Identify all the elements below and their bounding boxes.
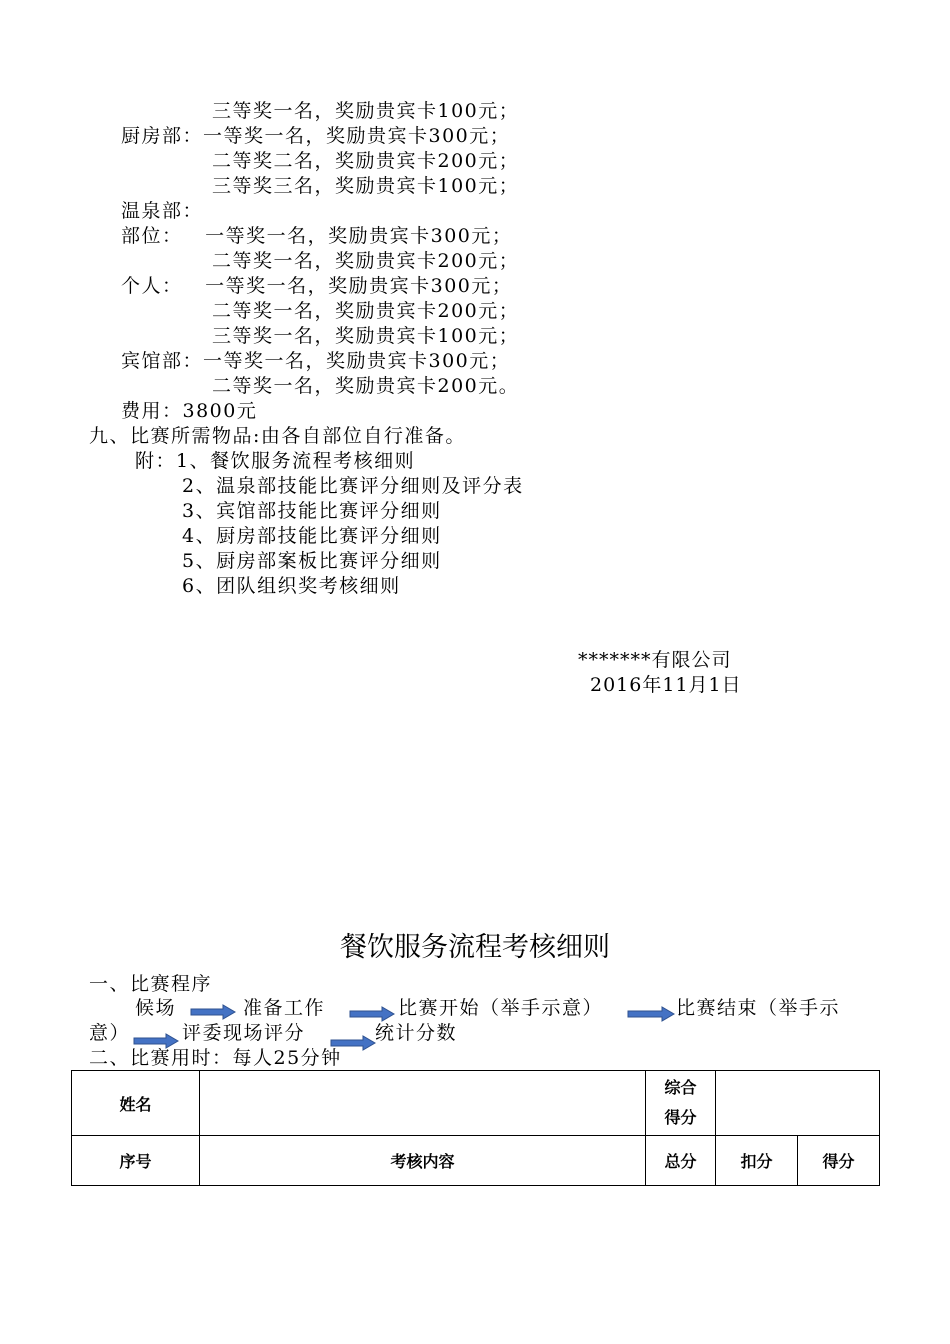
- procedure-step: 评委现场评分: [182, 1022, 306, 1044]
- procedure-step: 候场: [135, 997, 177, 1019]
- procedure-step: 比赛结束（举手示: [676, 997, 841, 1019]
- award-line: 二等奖一名，奖励贵宾卡200元；: [212, 300, 520, 322]
- flow-arrow-icon: [330, 1035, 376, 1051]
- column-header-score: 得分: [798, 1136, 880, 1186]
- name-label: 姓名: [72, 1071, 200, 1136]
- page-title: 餐饮服务流程考核细则: [340, 932, 610, 963]
- award-line: 温泉部：: [121, 200, 204, 222]
- cost-line: 费用：3800元: [121, 400, 258, 422]
- company-name: *******有限公司: [578, 649, 732, 671]
- procedure-step: 统计分数: [375, 1022, 458, 1044]
- section-9-heading: 九、比赛所需物品:由各自部位自行准备。: [89, 425, 466, 447]
- column-header-deduct: 扣分: [716, 1136, 798, 1186]
- flow-arrow-icon: [627, 1006, 675, 1022]
- award-line: 部位： 一等奖一名，奖励贵宾卡300元；: [121, 225, 513, 247]
- total-score-label-line: 得分: [664, 1108, 697, 1127]
- award-line: 宾馆部：一等奖一名，奖励贵宾卡300元；: [121, 350, 511, 372]
- column-header-seq: 序号: [72, 1136, 200, 1186]
- attachment-item: 3、宾馆部技能比赛评分细则: [182, 500, 442, 522]
- attachment-item: 2、温泉部技能比赛评分细则及评分表: [182, 475, 524, 497]
- flow-arrow-icon: [133, 1033, 179, 1049]
- procedure-heading: 一、比赛程序: [89, 973, 213, 995]
- award-line: 三等奖一名，奖励贵宾卡100元；: [212, 325, 520, 347]
- flow-arrow-icon: [349, 1006, 395, 1022]
- attachment-item: 6、团队组织奖考核细则: [182, 575, 401, 597]
- name-value-cell[interactable]: [200, 1071, 646, 1136]
- duration-line: 二、比赛用时：每人25分钟: [89, 1047, 342, 1069]
- award-line: 二等奖一名，奖励贵宾卡200元；: [212, 250, 520, 272]
- procedure-step: 意）: [89, 1022, 131, 1044]
- award-line: 二等奖一名，奖励贵宾卡200元。: [212, 375, 520, 397]
- attachment-item: 5、厨房部案板比赛评分细则: [182, 550, 442, 572]
- column-header-content: 考核内容: [200, 1136, 646, 1186]
- column-header-total: 总分: [646, 1136, 716, 1186]
- award-line: 个人： 一等奖一名，奖励贵宾卡300元；: [121, 275, 513, 297]
- signature-date: 2016年11月1日: [590, 674, 742, 696]
- score-table: [71, 1070, 880, 1186]
- table-row: [72, 1071, 880, 1136]
- award-line: 三等奖三名，奖励贵宾卡100元；: [212, 175, 520, 197]
- procedure-step: 准备工作: [243, 997, 326, 1019]
- flow-arrow-icon: [190, 1004, 236, 1020]
- total-score-label: [646, 1071, 716, 1136]
- award-line: 三等奖一名，奖励贵宾卡100元；: [212, 100, 520, 122]
- total-score-label-line: 综合: [664, 1078, 697, 1097]
- attachment-item: 附：1、餐饮服务流程考核细则: [135, 450, 416, 472]
- attachment-item: 4、厨房部技能比赛评分细则: [182, 525, 442, 547]
- total-score-value-cell[interactable]: [716, 1071, 880, 1136]
- table-header-row: [72, 1136, 880, 1186]
- procedure-step: 比赛开始（举手示意）: [398, 997, 604, 1019]
- award-line: 厨房部：一等奖一名，奖励贵宾卡300元；: [121, 125, 511, 147]
- award-line: 二等奖二名，奖励贵宾卡200元；: [212, 150, 520, 172]
